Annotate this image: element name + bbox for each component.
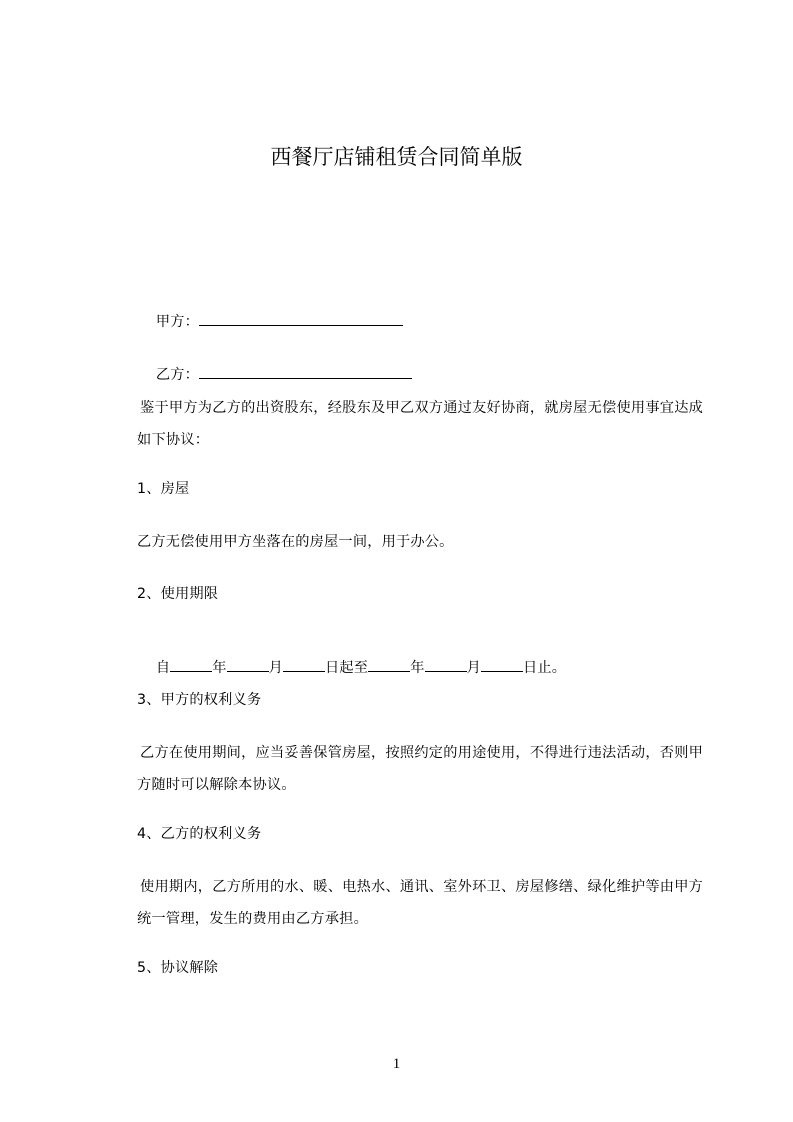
- party-a-blank: [199, 311, 403, 326]
- section-heading: 2、使用期限: [137, 586, 219, 602]
- term-month-label: 月: [466, 660, 481, 676]
- section-heading: 3、甲方的权利义务: [137, 692, 262, 708]
- section-body: 乙方无偿使用甲方坐落在的房屋一间，用于办公。: [137, 534, 454, 550]
- blank-start-day: [283, 657, 325, 672]
- party-a-label: 甲方：: [155, 314, 200, 330]
- party-b-label: 乙方：: [155, 367, 200, 383]
- term-from-label: 自: [155, 660, 171, 676]
- term-year-label: 年: [410, 660, 425, 676]
- party-b-blank: [199, 364, 412, 379]
- section-heading: 5、协议解除: [137, 960, 219, 976]
- party-a-line: [137, 291, 403, 352]
- blank-end-month: [425, 657, 467, 672]
- term-year-label: 年: [212, 660, 227, 676]
- term-day-from-label: 日起至: [325, 660, 369, 676]
- section-heading: 4、乙方的权利义务: [137, 826, 262, 842]
- blank-end-year: [368, 657, 410, 672]
- page-number: 1: [392, 1056, 401, 1072]
- term-month-label: 月: [268, 660, 284, 676]
- term-line: [137, 637, 566, 698]
- blank-end-day: [481, 657, 523, 672]
- section-heading: 1、房屋: [137, 481, 190, 497]
- document-title: 西餐厅店铺租赁合同简单版: [270, 145, 523, 169]
- preamble-paragraph: 鉴于甲方为乙方的出资股东，经股东及甲乙双方通过友好协商，就房屋无偿使用事宜达成如下协议：: [137, 400, 704, 448]
- blank-start-year: [170, 657, 212, 672]
- term-day-to-label: 日止。: [522, 660, 567, 676]
- section-body: 乙方在使用期间，应当妥善保管房屋，按照约定的用途使用，不得进行违法活动，否则甲方随时可以解除本协议。: [137, 745, 704, 793]
- section-body: 使用期内，乙方所用的水、暖、电热水、通讯、室外环卫、房屋修缮、绿化维护等由甲方统一管理，发生的费用由乙方承担。: [137, 879, 704, 927]
- blank-start-month: [227, 657, 269, 672]
